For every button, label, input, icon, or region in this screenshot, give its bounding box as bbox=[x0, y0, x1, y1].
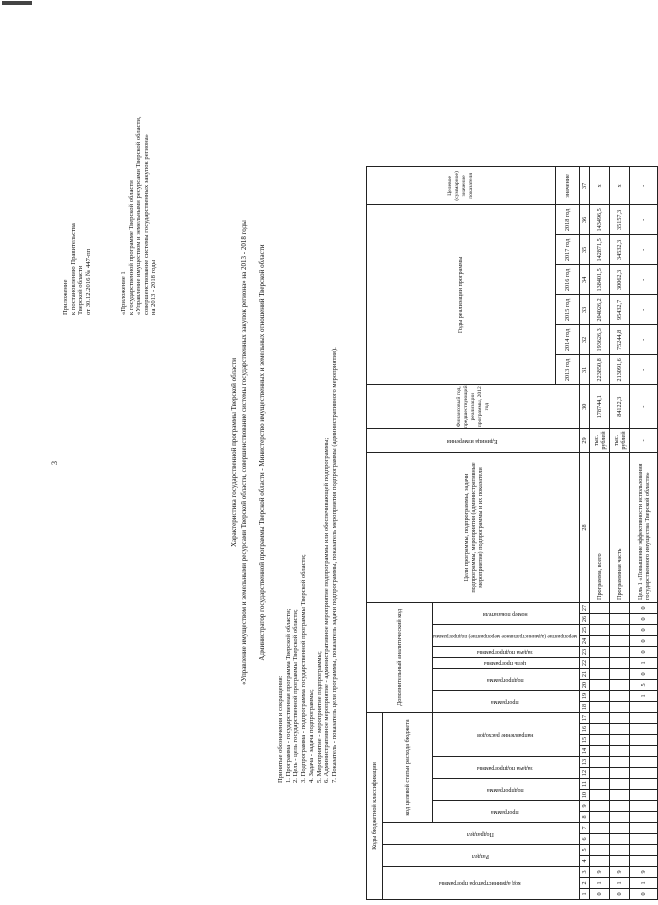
row-year-value: - bbox=[630, 355, 658, 385]
code-cell: 5 bbox=[630, 680, 658, 691]
code-cell: 0 bbox=[590, 889, 610, 900]
code-cell bbox=[590, 614, 610, 625]
code-cell bbox=[590, 790, 610, 801]
column-number: 37 bbox=[580, 167, 590, 205]
column-number: 3 bbox=[580, 867, 590, 878]
header-target-text: Целевое (суммарное) значение показателя bbox=[446, 171, 474, 201]
code-cell bbox=[610, 735, 630, 746]
column-number: 28 bbox=[580, 453, 590, 603]
row-year-value: 193626,3 bbox=[590, 325, 610, 355]
row-year-value: 95432,7 bbox=[610, 295, 630, 325]
code-cell bbox=[630, 845, 658, 856]
code-cell bbox=[590, 801, 610, 812]
program-characteristics-table bbox=[366, 166, 658, 900]
code-cell bbox=[590, 812, 610, 823]
code-cell bbox=[630, 713, 658, 724]
header-subsection-text: Подраздел bbox=[466, 831, 494, 837]
abbreviation-line: 7. Показатель - показатель цели программы, показатель задачи подпрограммы, показатель мероприятия подпрограммы (административного мероприятия). bbox=[330, 347, 338, 783]
abbreviation-line: 4. Задача - задача подпрограммы; bbox=[307, 689, 315, 783]
row-year-value: 138401,5 bbox=[590, 265, 610, 295]
code-cell bbox=[590, 757, 610, 768]
row-fin-year-value: - bbox=[630, 385, 658, 429]
header-subsection bbox=[383, 823, 580, 845]
code-cell bbox=[590, 636, 610, 647]
code-cell: 9 bbox=[630, 867, 658, 878]
header-target-article-code: код целевой статьи расхода бюджета bbox=[383, 713, 433, 823]
code-cell bbox=[610, 614, 630, 625]
column-number: 34 bbox=[580, 265, 590, 295]
code-cell: 1 bbox=[630, 658, 658, 669]
row-year-value: - bbox=[630, 265, 658, 295]
code-cell bbox=[610, 669, 630, 680]
row-target-value: х bbox=[590, 167, 610, 205]
code-cell bbox=[610, 856, 630, 867]
column-number: 26 bbox=[580, 614, 590, 625]
row-year-value: 204026,2 bbox=[590, 295, 610, 325]
header-code-subprogram-text: подпрограмма bbox=[486, 787, 524, 793]
column-number: 6 bbox=[580, 834, 590, 845]
column-number: 5 bbox=[580, 845, 590, 856]
row-year-value: - bbox=[630, 325, 658, 355]
row-unit: - bbox=[630, 429, 658, 453]
column-number: 27 bbox=[580, 603, 590, 614]
code-cell bbox=[630, 790, 658, 801]
column-number: 29 bbox=[580, 429, 590, 453]
column-number: 13 bbox=[580, 757, 590, 768]
program-name: «Управление имуществом и земельными ресурсами Тверской области, совершенствование системы государственных закупок региона» на 2013 - 2018 годы bbox=[240, 220, 248, 685]
code-cell: 0 bbox=[630, 669, 658, 680]
row-unit: тыс. рублей bbox=[610, 429, 630, 453]
code-cell: 9 bbox=[610, 867, 630, 878]
code-cell: 0 bbox=[630, 603, 658, 614]
table-row-program-part bbox=[610, 167, 630, 900]
row-fin-year-value: 84122,3 bbox=[610, 385, 630, 429]
header-year-2018: 2018 год bbox=[555, 205, 580, 235]
header-value: значение bbox=[555, 167, 580, 205]
code-cell bbox=[590, 647, 610, 658]
code-cell bbox=[610, 603, 630, 614]
header-code-task-text: задача подпрограммы bbox=[477, 765, 533, 771]
column-number: 25 bbox=[580, 625, 590, 636]
row-description: Программная часть bbox=[610, 453, 630, 603]
code-cell bbox=[610, 713, 630, 724]
column-number: 9 bbox=[580, 801, 590, 812]
code-cell bbox=[610, 724, 630, 735]
header-ap-program bbox=[433, 691, 580, 713]
header-admin-code-text: код администратора программы bbox=[439, 880, 521, 887]
header-program-years: Годы реализации программы bbox=[367, 205, 556, 385]
code-cell bbox=[590, 691, 610, 702]
header-section bbox=[383, 845, 580, 867]
code-cell bbox=[630, 801, 658, 812]
abbreviation-line: 6. Административное мероприятие - административное мероприятие подпрограммы или обеспечивающей подпрограммы; bbox=[323, 437, 331, 783]
column-number: 10 bbox=[580, 790, 590, 801]
header-section-text: Раздел bbox=[471, 853, 489, 859]
code-cell: 0 bbox=[630, 636, 658, 647]
column-number: 31 bbox=[580, 355, 590, 385]
header-year-2017: 2017 год bbox=[555, 235, 580, 265]
appendix-line: к постановлению Правительства bbox=[69, 223, 77, 315]
code-cell bbox=[590, 702, 610, 713]
code-cell bbox=[630, 735, 658, 746]
row-year-value: 142871,5 bbox=[590, 235, 610, 265]
header-target-value bbox=[367, 167, 556, 205]
column-number: 22 bbox=[580, 658, 590, 669]
code-cell bbox=[610, 647, 630, 658]
row-year-value: 34532,3 bbox=[610, 235, 630, 265]
code-cell bbox=[590, 834, 610, 845]
row-fin-year-value: 178744,1 bbox=[590, 385, 610, 429]
column-number: 21 bbox=[580, 669, 590, 680]
code-cell bbox=[610, 779, 630, 790]
code-cell bbox=[590, 845, 610, 856]
column-number: 16 bbox=[580, 724, 590, 735]
appendix-line: от 30.12.2016 № 447-пп bbox=[84, 248, 92, 315]
code-cell: 1 bbox=[610, 878, 630, 889]
header-code-direction-text: направление расходов bbox=[476, 732, 534, 738]
appendix-reference bbox=[62, 223, 92, 315]
code-cell bbox=[610, 702, 630, 713]
column-number: 23 bbox=[580, 647, 590, 658]
header-description-text: Цели программы, подпрограммы, задачи подпрограммы, мероприятия (административные мероприятия) подпрограммы и их показатели bbox=[462, 462, 484, 593]
header-code-direction bbox=[433, 713, 580, 757]
abbreviation-line: Принятые обозначения и сокращения: bbox=[277, 675, 284, 783]
code-cell bbox=[610, 746, 630, 757]
header-ap-indicator bbox=[433, 603, 580, 625]
header-description bbox=[367, 453, 580, 603]
header-ap-subprogram bbox=[433, 669, 580, 691]
code-cell bbox=[590, 779, 610, 790]
code-cell: 9 bbox=[590, 867, 610, 878]
appendix2-line: «Управление имуществом и земельными ресурсами Тверской области, bbox=[135, 116, 143, 315]
table-row-program-total bbox=[590, 167, 610, 900]
code-cell bbox=[610, 757, 630, 768]
code-cell: 1 bbox=[590, 878, 610, 889]
column-number: 35 bbox=[580, 235, 590, 265]
header-admin-code bbox=[383, 867, 580, 900]
code-cell: 0 bbox=[630, 625, 658, 636]
header-ap-program-text: программа bbox=[491, 699, 519, 705]
code-cell bbox=[590, 669, 610, 680]
header-ap-goal bbox=[433, 658, 580, 669]
row-year-value: 223850,8 bbox=[590, 355, 610, 385]
code-cell bbox=[630, 757, 658, 768]
appendix2-line: на 2013 - 2018 годы bbox=[150, 259, 158, 315]
page-number: 3 bbox=[50, 461, 59, 465]
header-fin-year bbox=[367, 385, 580, 429]
column-number: 14 bbox=[580, 746, 590, 757]
column-number: 20 bbox=[580, 680, 590, 691]
code-cell bbox=[630, 823, 658, 834]
code-cell bbox=[610, 636, 630, 647]
code-cell: 0 bbox=[630, 614, 658, 625]
column-number: 1 bbox=[580, 889, 590, 900]
code-cell bbox=[590, 856, 610, 867]
header-code-program-text: программа bbox=[491, 809, 519, 815]
code-cell bbox=[590, 658, 610, 669]
row-year-value: - bbox=[630, 205, 658, 235]
code-cell: 1 bbox=[630, 691, 658, 702]
abbreviations-list bbox=[277, 347, 339, 783]
table-row-goal-1 bbox=[630, 167, 658, 900]
code-cell bbox=[630, 724, 658, 735]
header-ap-goal-text: цель программы bbox=[484, 660, 527, 667]
abbreviation-line: 5. Мероприятие - мероприятие подпрограммы; bbox=[315, 651, 323, 783]
column-number: 19 bbox=[580, 691, 590, 702]
row-year-value: 75244,8 bbox=[610, 325, 630, 355]
code-cell bbox=[590, 625, 610, 636]
code-cell: 1 bbox=[630, 878, 658, 889]
code-cell bbox=[630, 702, 658, 713]
header-code-subprogram bbox=[433, 779, 580, 801]
column-number: 7 bbox=[580, 823, 590, 834]
code-cell: 0 bbox=[610, 889, 630, 900]
column-number: 8 bbox=[580, 812, 590, 823]
row-year-value: 30062,3 bbox=[610, 265, 630, 295]
code-cell: 0 bbox=[630, 889, 658, 900]
row-year-value: 213091,6 bbox=[610, 355, 630, 385]
code-cell bbox=[610, 658, 630, 669]
header-ap-task bbox=[433, 647, 580, 658]
column-number: 4 bbox=[580, 856, 590, 867]
column-number: 12 bbox=[580, 768, 590, 779]
row-year-value: - bbox=[630, 295, 658, 325]
code-cell: 0 bbox=[630, 647, 658, 658]
column-number: 30 bbox=[580, 385, 590, 429]
column-number: 32 bbox=[580, 325, 590, 355]
row-year-value: 35157,3 bbox=[610, 205, 630, 235]
code-cell bbox=[610, 812, 630, 823]
header-fin-year-text: Финансовый год, предшествующий реализации программы, 2012 год bbox=[455, 385, 490, 428]
code-cell bbox=[630, 856, 658, 867]
header-year-2016: 2016 год bbox=[555, 265, 580, 295]
header-year-2015: 2015 год bbox=[555, 295, 580, 325]
code-cell bbox=[610, 823, 630, 834]
column-number: 18 bbox=[580, 702, 590, 713]
code-cell bbox=[630, 746, 658, 757]
code-cell bbox=[610, 834, 630, 845]
code-cell bbox=[610, 680, 630, 691]
header-unit-text: Единица измерения bbox=[446, 438, 498, 444]
code-cell bbox=[590, 735, 610, 746]
code-cell bbox=[610, 625, 630, 636]
code-cell bbox=[610, 801, 630, 812]
scan-edge-mark bbox=[2, 1, 32, 5]
row-year-value: - bbox=[630, 235, 658, 265]
program-administrator: Администратор государственной программы Тверской области - Министерство имущественных и земельных отношений Тверской области bbox=[258, 244, 266, 661]
header-ap-event-text: мероприятие (административное мероприятие) подпрограммы bbox=[433, 633, 578, 639]
appendix2-line: к государственной программе Тверской области bbox=[127, 180, 135, 315]
column-number: 33 bbox=[580, 295, 590, 325]
code-cell bbox=[590, 680, 610, 691]
document-title: Характеристика государственной программы Тверской области bbox=[230, 357, 238, 548]
code-cell bbox=[590, 768, 610, 779]
appendix-line: Тверской области bbox=[77, 265, 85, 315]
row-target-value: - bbox=[630, 167, 658, 205]
code-cell bbox=[610, 845, 630, 856]
header-code-task bbox=[433, 757, 580, 779]
abbreviation-line: 1. Программа - государственная программа Тверской области; bbox=[284, 608, 292, 783]
code-cell bbox=[590, 603, 610, 614]
header-code-program bbox=[433, 801, 580, 823]
column-number: 15 bbox=[580, 735, 590, 746]
abbreviation-line: 2. Цель - цель государственной программы Тверской области; bbox=[292, 609, 300, 783]
code-cell bbox=[630, 812, 658, 823]
code-cell bbox=[610, 768, 630, 779]
code-cell bbox=[630, 834, 658, 845]
program-appendix-reference bbox=[120, 116, 158, 315]
header-ap-task-text: задача подпрограммы bbox=[477, 649, 533, 656]
header-year-2013: 2013 год bbox=[555, 355, 580, 385]
column-number: 17 bbox=[580, 713, 590, 724]
header-ap-indicator-text: номер показателя bbox=[482, 611, 528, 617]
abbreviation-line: 3. Подпрограмма - подпрограмма государственной программы Тверской области; bbox=[300, 554, 308, 783]
row-description: Цель 1 «Повышение эффективности использования государственного имущества Тверской области» bbox=[630, 453, 658, 603]
column-number: 2 bbox=[580, 878, 590, 889]
code-cell bbox=[630, 779, 658, 790]
appendix2-line: совершенствование системы государственных закупок региона» bbox=[142, 134, 150, 315]
row-year-value: 143496,5 bbox=[590, 205, 610, 235]
header-ap-subprogram-text: подпрограмма bbox=[486, 677, 524, 683]
header-ap-event bbox=[433, 625, 580, 647]
code-cell bbox=[590, 746, 610, 757]
header-unit bbox=[367, 429, 580, 453]
column-number: 11 bbox=[580, 779, 590, 790]
code-cell bbox=[590, 823, 610, 834]
column-number-row bbox=[580, 167, 590, 900]
code-cell bbox=[630, 768, 658, 779]
code-cell bbox=[590, 713, 610, 724]
row-description: Программа, всего bbox=[590, 453, 610, 603]
code-cell bbox=[590, 724, 610, 735]
row-target-value: х bbox=[610, 167, 630, 205]
code-cell bbox=[610, 691, 630, 702]
appendix2-line: «Приложение 1 bbox=[120, 271, 127, 315]
row-unit: тыс. рублей bbox=[590, 429, 610, 453]
header-extra-analytic-code: Дополнительный аналитический код bbox=[367, 603, 433, 713]
code-cell bbox=[610, 790, 630, 801]
header-budget-codes: Коды бюджетной классификации bbox=[367, 713, 383, 900]
appendix-line: Приложение bbox=[62, 279, 69, 315]
header-year-2014: 2014 год bbox=[555, 325, 580, 355]
column-number: 36 bbox=[580, 205, 590, 235]
column-number: 24 bbox=[580, 636, 590, 647]
